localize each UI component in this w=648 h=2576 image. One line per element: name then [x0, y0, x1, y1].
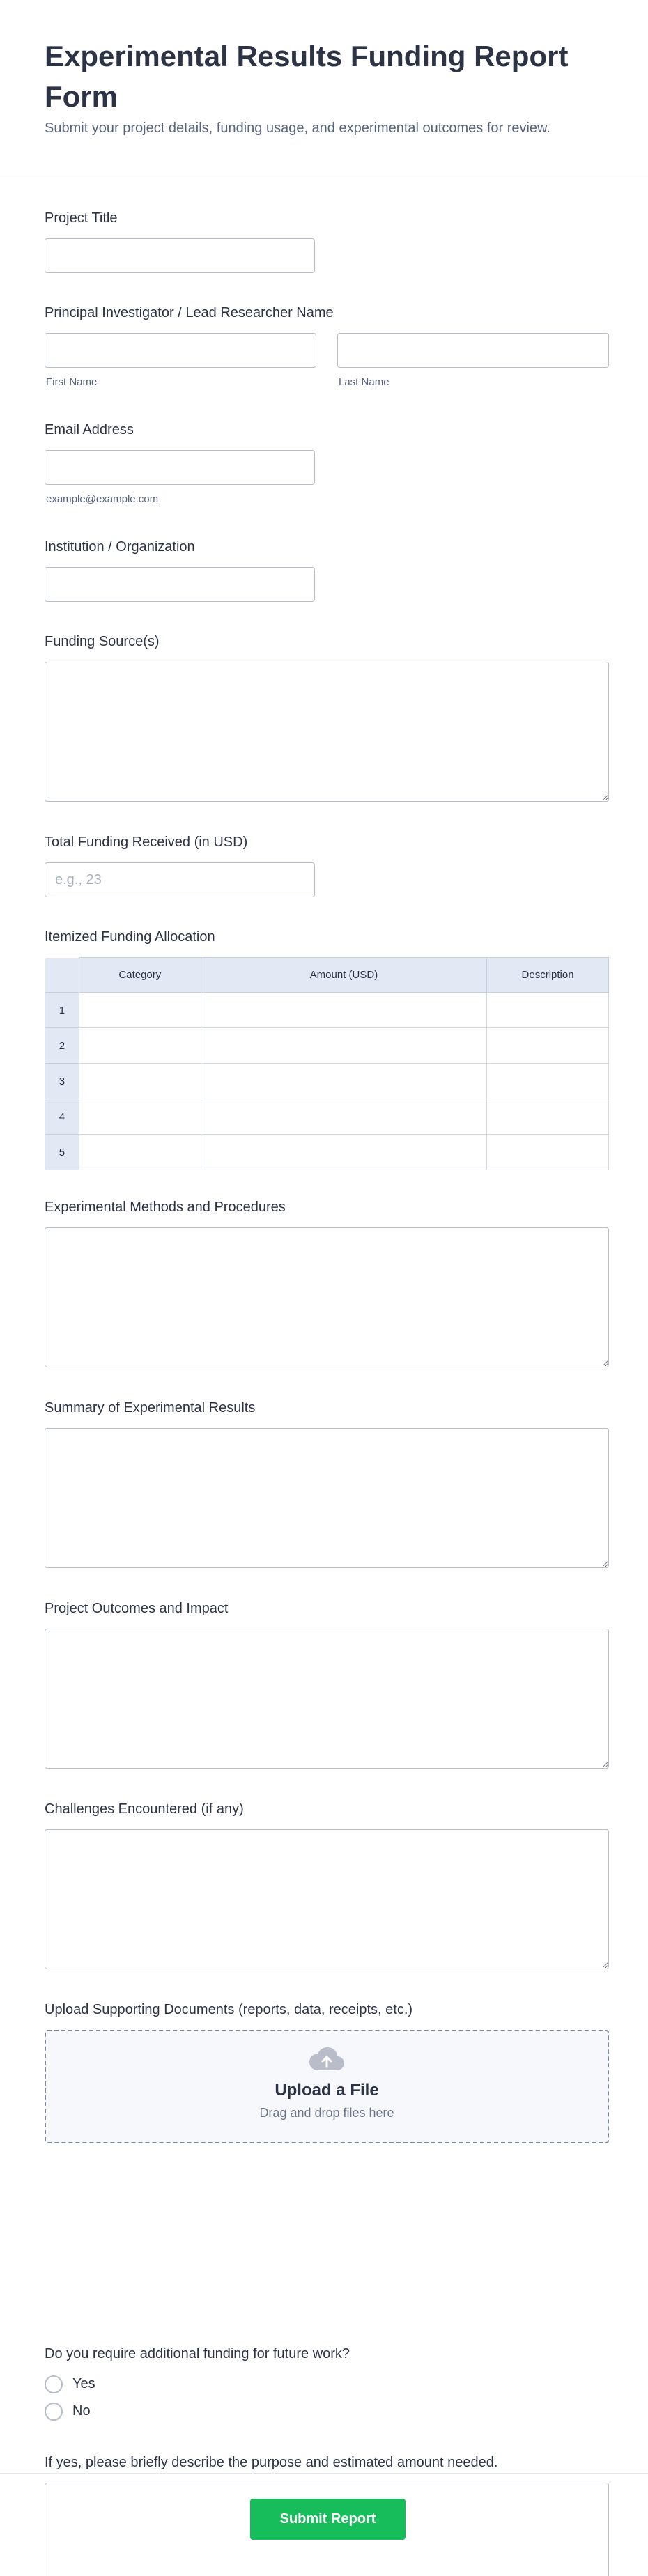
upload-title: Upload a File — [275, 2081, 379, 2100]
cloud-upload-icon — [309, 2047, 345, 2072]
allocation-label: Itemized Funding Allocation — [45, 929, 215, 945]
radio-label-yes: Yes — [72, 2376, 95, 2391]
row-number: 5 — [45, 1135, 79, 1170]
last-name-sublabel: Last Name — [339, 376, 389, 388]
outcomes-field — [45, 1599, 609, 1769]
summary-label: Summary of Experimental Results — [45, 1400, 256, 1415]
table-row — [45, 1135, 609, 1170]
last-name-input[interactable] — [337, 333, 609, 368]
email-label: Email Address — [45, 422, 134, 437]
submit-button[interactable]: Submit Report — [250, 2499, 406, 2540]
institution-input[interactable] — [45, 567, 315, 602]
total-funding-field — [45, 832, 315, 897]
allocation-corner — [45, 958, 79, 993]
radio-button-no[interactable] — [45, 2403, 63, 2421]
project-title-field — [45, 208, 315, 273]
methods-label: Experimental Methods and Procedures — [45, 1200, 286, 1215]
cell-amount[interactable] — [201, 1028, 486, 1064]
column-header-description: Description — [487, 958, 609, 993]
cell-amount[interactable] — [201, 993, 486, 1028]
institution-label: Institution / Organization — [45, 539, 195, 554]
cell-category[interactable] — [79, 1028, 201, 1064]
cell-amount[interactable] — [201, 1099, 486, 1135]
challenges-label: Challenges Encountered (if any) — [45, 1801, 244, 1817]
allocation-field — [45, 927, 609, 1170]
upload-subtitle: Drag and drop files here — [259, 2106, 394, 2120]
radio-group — [45, 2371, 350, 2425]
cell-amount[interactable] — [201, 1135, 486, 1170]
cell-amount[interactable] — [201, 1064, 486, 1099]
allocation-header-row — [45, 958, 609, 993]
table-row — [45, 993, 609, 1028]
investigator-field — [45, 303, 609, 389]
funding-sources-label: Funding Source(s) — [45, 634, 160, 649]
funding-sources-field — [45, 632, 609, 802]
upload-field — [45, 2000, 609, 2143]
table-row — [45, 1099, 609, 1135]
column-header-category: Category — [79, 958, 201, 993]
radio-button-yes[interactable] — [45, 2375, 63, 2393]
radio-option-no[interactable] — [45, 2398, 350, 2425]
column-header-amount: Amount (USD) — [201, 958, 486, 993]
row-number: 4 — [45, 1099, 79, 1135]
row-number: 3 — [45, 1064, 79, 1099]
radio-label-no: No — [72, 2403, 91, 2419]
page-subtitle: Submit your project details, funding usage, and experimental outcomes for review. — [45, 121, 550, 136]
total-funding-label: Total Funding Received (in USD) — [45, 835, 248, 850]
additional-funding-field — [45, 2344, 350, 2425]
methods-textarea[interactable] — [45, 1227, 609, 1367]
cell-description[interactable] — [487, 993, 609, 1028]
cell-description[interactable] — [487, 1064, 609, 1099]
additional-purpose-label: If yes, please briefly describe the purpose and estimated amount needed. — [45, 2455, 498, 2470]
form-footer — [0, 2473, 648, 2576]
page-title: Experimental Results Funding Report Form — [45, 40, 569, 113]
cell-category[interactable] — [79, 1135, 201, 1170]
project-title-label: Project Title — [45, 210, 118, 226]
email-input[interactable] — [45, 450, 315, 485]
challenges-textarea[interactable] — [45, 1829, 609, 1969]
first-name-input[interactable] — [45, 333, 316, 368]
challenges-field — [45, 1799, 609, 1969]
row-number: 1 — [45, 993, 79, 1028]
outcomes-label: Project Outcomes and Impact — [45, 1601, 229, 1616]
form-header — [0, 0, 648, 173]
summary-field — [45, 1398, 609, 1568]
email-sublabel: example@example.com — [46, 493, 159, 505]
outcomes-textarea[interactable] — [45, 1629, 609, 1769]
upload-label: Upload Supporting Documents (reports, data, receipts, etc.) — [45, 2002, 413, 2017]
email-field — [45, 420, 315, 506]
cell-description[interactable] — [487, 1028, 609, 1064]
row-number: 2 — [45, 1028, 79, 1064]
cell-category[interactable] — [79, 1099, 201, 1135]
methods-field — [45, 1197, 609, 1367]
cell-category[interactable] — [79, 993, 201, 1028]
project-title-input[interactable] — [45, 238, 315, 273]
cell-description[interactable] — [487, 1099, 609, 1135]
upload-dropzone[interactable] — [45, 2030, 609, 2143]
table-row — [45, 1064, 609, 1099]
first-name-sublabel: First Name — [46, 376, 98, 388]
investigator-label: Principal Investigator / Lead Researcher Name — [45, 305, 334, 320]
table-row — [45, 1028, 609, 1064]
funding-sources-textarea[interactable] — [45, 662, 609, 802]
radio-option-yes[interactable] — [45, 2371, 350, 2398]
allocation-table — [45, 957, 609, 1170]
additional-funding-label: Do you require additional funding for future work? — [45, 2346, 350, 2361]
cell-description[interactable] — [487, 1135, 609, 1170]
total-funding-input[interactable] — [45, 862, 315, 897]
cell-category[interactable] — [79, 1064, 201, 1099]
summary-textarea[interactable] — [45, 1428, 609, 1568]
institution-field — [45, 537, 315, 602]
